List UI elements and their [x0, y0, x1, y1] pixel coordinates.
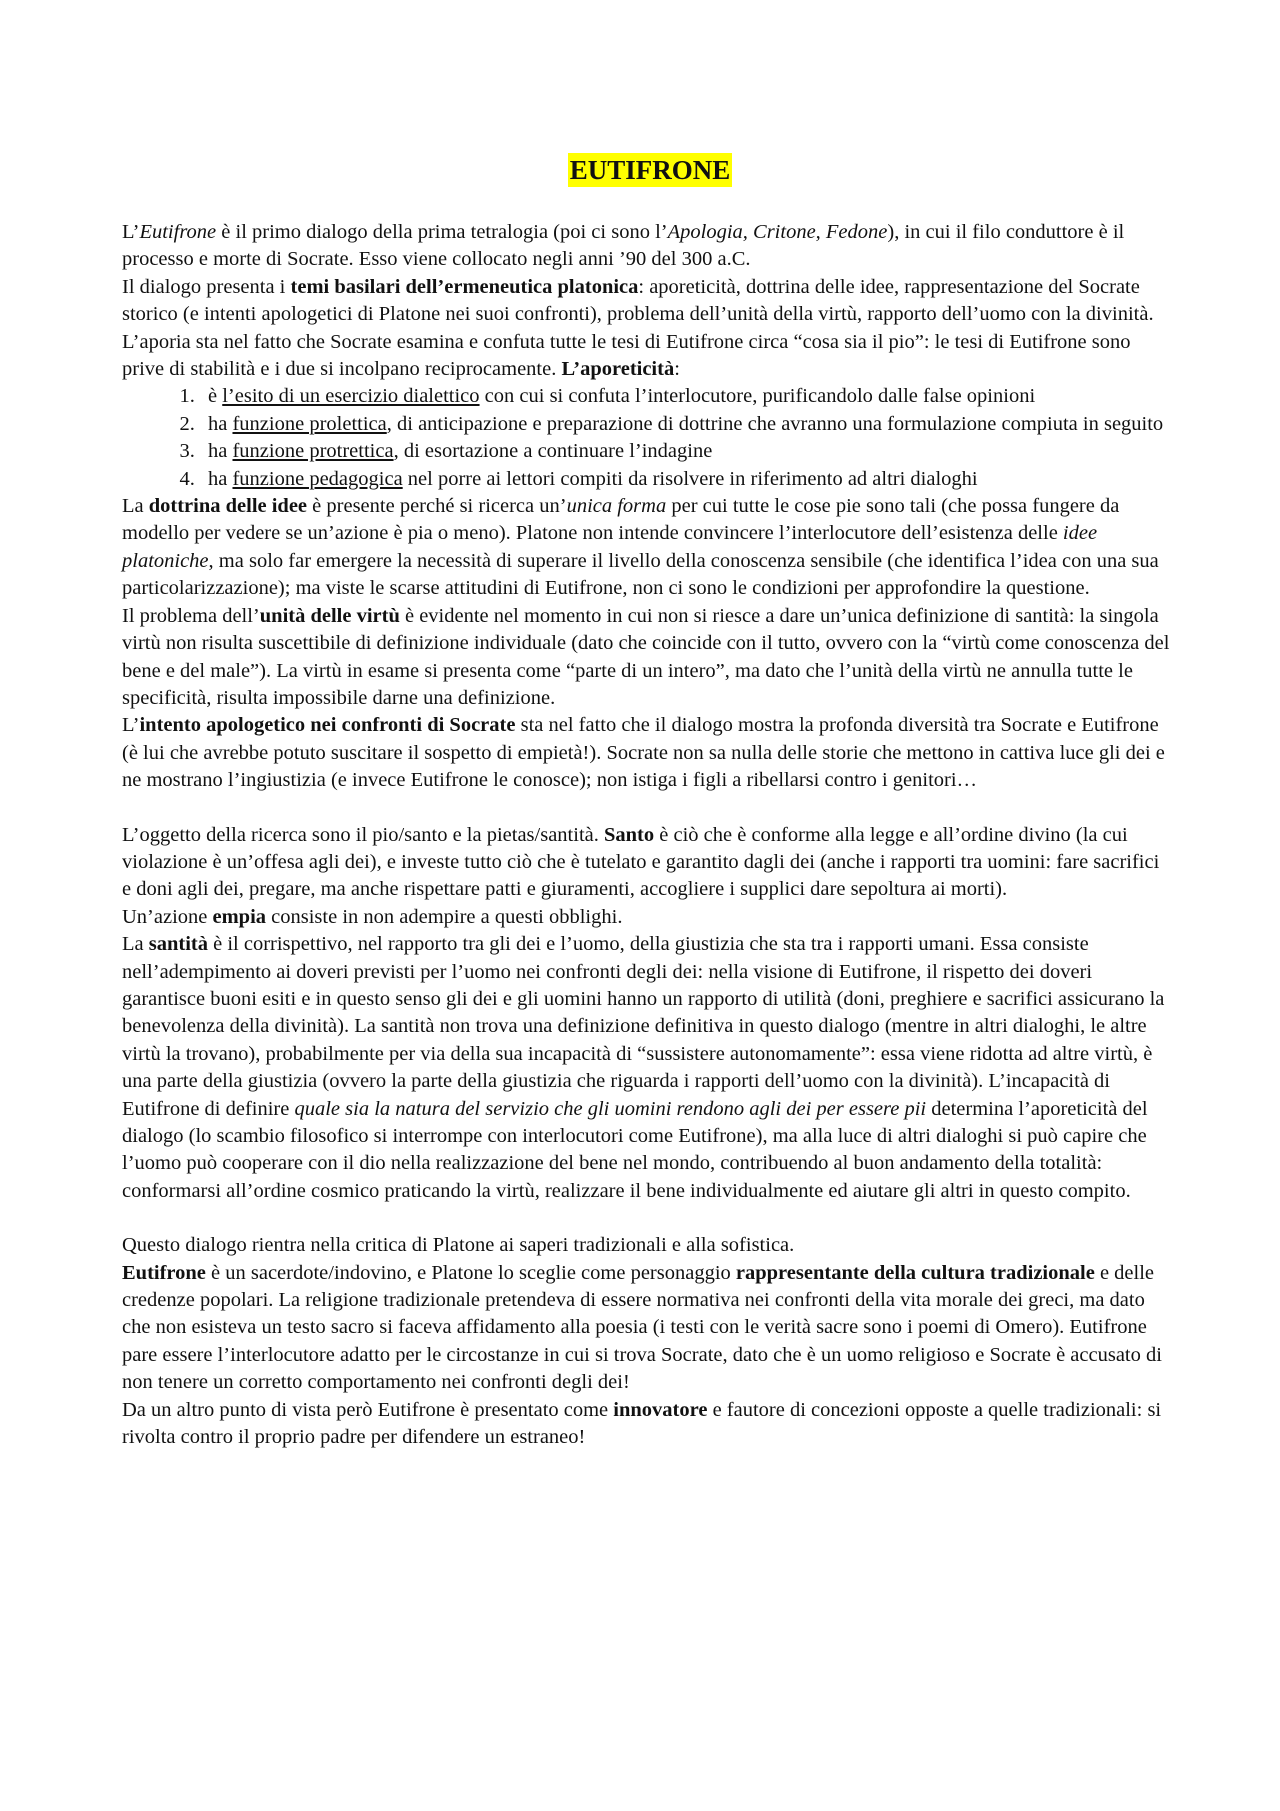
list-item: 2. ha funzione prolettica, di anticipazione e preparazione di dottrine che avranno una formulazione compiuta in seguito: [200, 411, 1170, 438]
list-item: 4. ha funzione pedagogica nel porre ai lettori compiti da risolvere in riferimento ad altri dialoghi: [200, 466, 1170, 493]
paragraph-aporia: L’aporia sta nel fatto che Socrate esamina e confuta tutte le tesi di Eutifrone circa “cosa sia il pio”: le tesi di Eutifrone sono prive di stabilità e i due si incolpano reciprocamente. L’aporeticità:: [122, 330, 1131, 381]
document-page: [122, 0, 1170, 1451]
spacer: [122, 795, 1170, 822]
paragraph-santita: La santità è il corrispettivo, nel rapporto tra gli dei e l’uomo, della giustizia che sta tra i rapporti umani. Essa consiste nell’adempimento ai doveri previsti per l’uomo nei confronti degli dei: nella visione di Eutifrone, il rispetto dei doveri garantisce buoni esiti e in questo senso gli dei e gli uomini hanno un rapporto di utilità (doni, preghiere e sacrifici assicurano la benevolenza della divinità). La santità non trova una definizione definitiva in questo dialogo (mentre in altri dialoghi, le altre virtù la trovano), probabilmente per via della sua incapacità di “sussistere autonomamente”: essa viene ridotta ad altre virtù, è una parte della giustizia (ovvero la parte della giustizia che riguarda i rapporti dell’uomo con la divinità). L’incapacità di Eutifrone di definire quale sia la natura del servizio che gli uomini rendono agli dei per essere pii determina l’aporeticità del dialogo (lo scambio filosofico si interrompe con interlocutori come Eutifrone), ma alla luce di altri dialoghi si può capire che l’uomo può cooperare con il dio nella realizzazione del bene nel mondo, contribuendo al buon andamento della totalità: conformarsi all’ordine cosmico praticando la virtù, realizzare il bene individualmente ed aiutare gli altri in questo compito.: [122, 933, 1165, 1202]
title-container: [122, 0, 1170, 219]
paragraph-eutifrone: Eutifrone è un sacerdote/indovino, e Platone lo sceglie come personaggio rappresentante della cultura tradizionale e delle credenze popolari. La religione tradizionale pretendeva di essere normativa nei confronti della vita morale dei greci, ma dato che non esisteva un testo sacro si faceva affidamento alla poesia (i testi con le verità sacre sono i poemi di Omero). Eutifrone pare essere l’interlocutore adatto per le circostanze in cui si trova Socrate, dato che è un uomo religioso e Socrate è accusato di non tenere un corretto comportamento nei confronti degli dei!: [122, 1261, 1162, 1394]
paragraph-intento-apologetico: L’intento apologetico nei confronti di Socrate sta nel fatto che il dialogo mostra la profonda diversità tra Socrate e Eutifrone (è lui che avrebbe potuto suscitare il sospetto di empietà!). Socrate non sa nulla delle storie che mettono in cattiva luce gli dei e ne mostrano l’ingiustizia (e invece Eutifrone le conosce); non istiga i figli a ribellarsi contro i genitori…: [122, 714, 1165, 792]
list-item: 3. ha funzione protrettica, di esortazione a continuare l’indagine: [200, 438, 1170, 465]
paragraph-critica: Questo dialogo rientra nella critica di Platone ai saperi tradizionali e alla sofistica.: [122, 1234, 795, 1257]
paragraph-dottrina-idee: La dottrina delle idee è presente perché si ricerca un’unica forma per cui tutte le cose pie sono tali (che possa fungere da modello per vedere se un’azione è pia o meno). Platone non intende convincere l’interlocutore dell’esistenza delle idee platoniche, ma solo far emergere la necessità di superare il livello della conoscenza sensibile (che identifica l’idea con una sua particolarizzazione); ma viste le scarse attitudini di Eutifrone, non ci sono le condizioni per approfondire la questione.: [122, 495, 1159, 600]
paragraph-unita-virtu: Il problema dell’unità delle virtù è evidente nel momento in cui non si riesce a dare un’unica definizione di santità: la singola virtù non risulta suscettibile di definizione individuale (dato che coincide con il tutto, ovvero con la “virtù come conoscenza del bene e del male”). La virtù in esame si presenta come “parte di un intero”, ma dato che l’unità della virtù ne annulla tutte le specificità, risulta impossibile darne una definizione.: [122, 604, 1170, 709]
paragraph-santo: L’oggetto della ricerca sono il pio/santo e la pietas/santità. Santo è ciò che è conforme alla legge e all’ordine divino (la cui violazione è un’offesa agli dei), e investe tutto ciò che è tutelato e garantito dagli dei (anche i rapporti tra uomini: fare sacrifici e doni agli dei, pregare, ma anche rispettare patti e giuramenti, accogliere i supplici dare sepoltura ai morti).: [122, 823, 1160, 901]
page-title: EUTIFRONE: [569, 155, 731, 185]
paragraph-empia: Un’azione empia consiste in non adempire a questi obblighi.: [122, 905, 623, 928]
list-item: 1. è l’esito di un esercizio dialettico con cui si confuta l’interlocutore, purificandolo dalle false opinioni: [200, 383, 1170, 410]
paragraph-temi: Il dialogo presenta i temi basilari dell’ermeneutica platonica: aporeticità, dottrina delle idee, rappresentazione del Socrate storico (e intenti apologetici di Platone nei suoi confronti), problema dell’unità della virtù, rapporto dell’uomo con la divinità.: [122, 275, 1154, 326]
paragraph-innovatore: Da un altro punto di vista però Eutifrone è presentato come innovatore e fautore di concezioni opposte a quelle tradizionali: si rivolta contro il proprio padre per difendere un estraneo!: [122, 1398, 1162, 1449]
aporeticita-list: [122, 383, 1170, 493]
spacer: [122, 1205, 1170, 1232]
paragraph-intro: L’Eutifrone è il primo dialogo della prima tetralogia (poi ci sono l’Apologia, Critone, Fedone), in cui il filo conduttore è il processo e morte di Socrate. Esso viene collocato negli anni ’90 del 300 a.C.: [122, 221, 1125, 271]
